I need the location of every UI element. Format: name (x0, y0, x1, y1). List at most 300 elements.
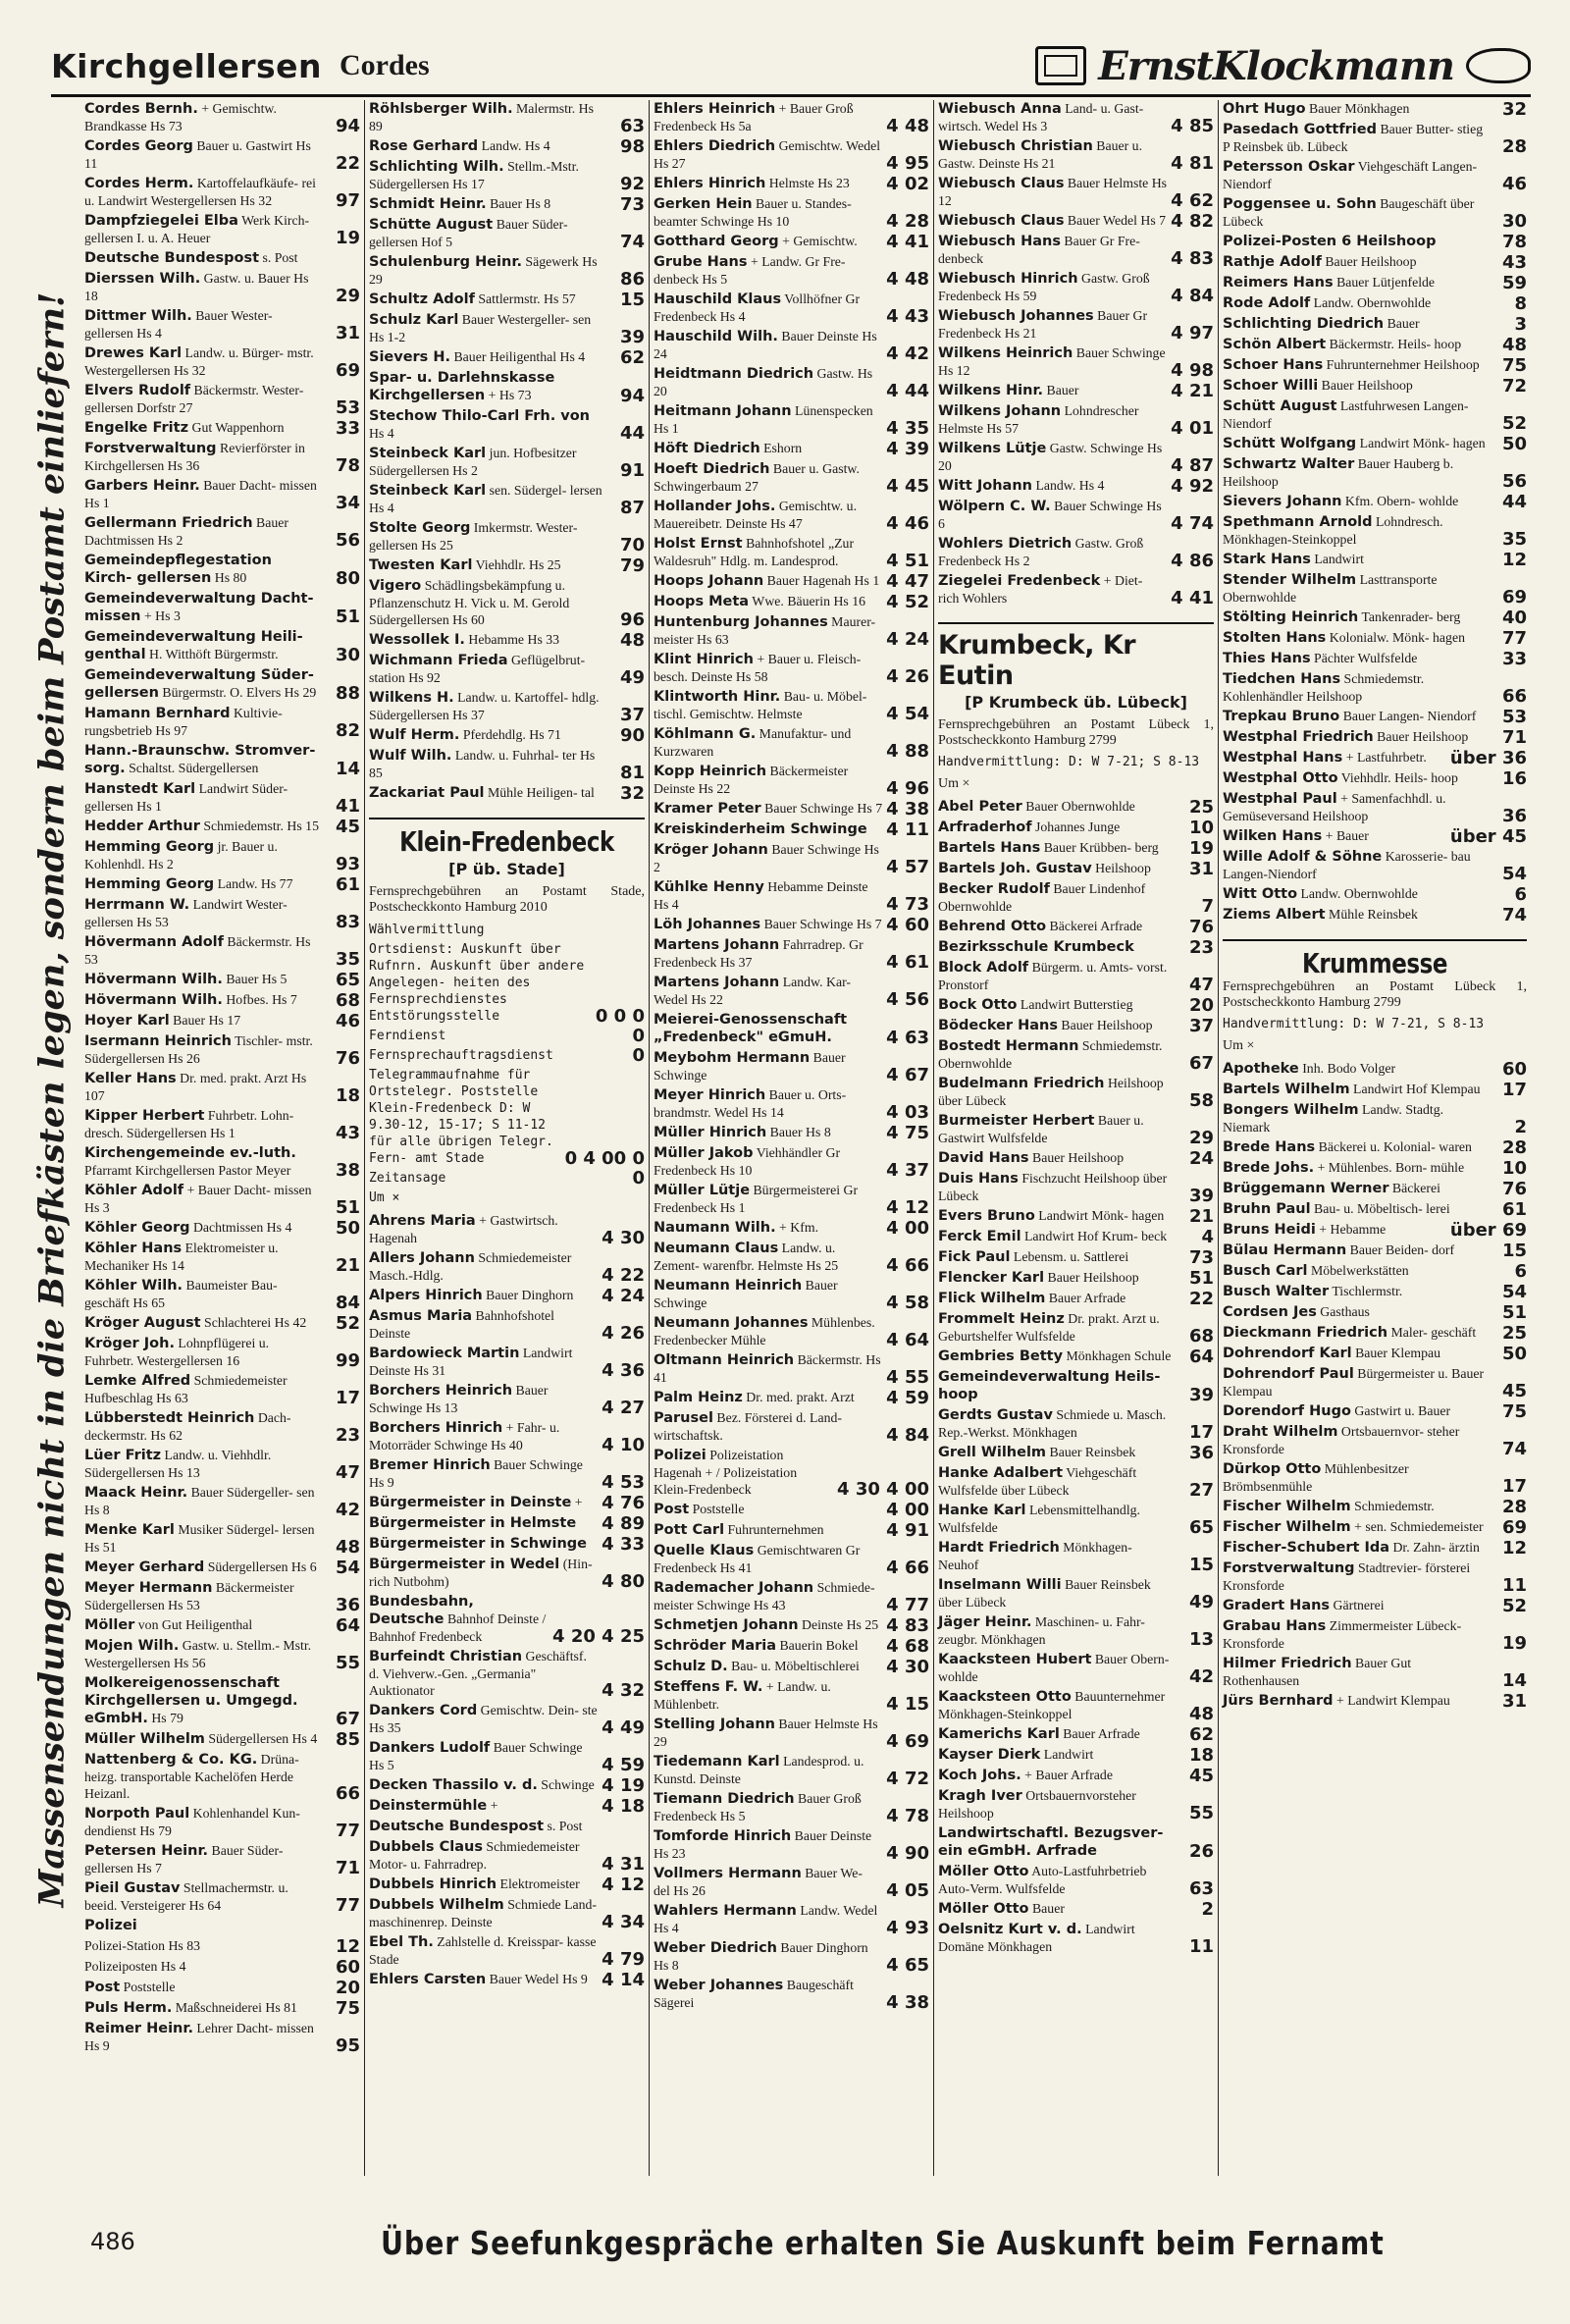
entry-detail: Landwirt Butterstieg (1017, 997, 1133, 1012)
entry-phone: 11 (1188, 1936, 1214, 1957)
entry-text (1223, 1365, 1486, 1400)
directory-entry (938, 1207, 1214, 1225)
entry-name: Bödecker Hans (938, 1018, 1058, 1033)
entry-phone: 76 (335, 1048, 360, 1069)
entry-detail: Heilshoop über Lübeck (938, 1076, 1164, 1108)
entry-text (1223, 1324, 1486, 1342)
entry-text (369, 1875, 598, 1893)
entry-text (369, 253, 603, 288)
entry-phone: 52 (335, 1313, 360, 1334)
entry-name: Kamerichs Karl (938, 1726, 1060, 1742)
directory-entry (1223, 513, 1527, 548)
entry-detail: Bauer Hs 5 (222, 972, 288, 986)
directory-entry (84, 971, 360, 988)
entry-text (84, 552, 319, 587)
entry-detail: Wwe. Bäuerin Hs 16 (749, 594, 866, 608)
entry-detail: Südergellersen Hs 4 (204, 1731, 318, 1746)
section-info: Fernsprechgebühren an Postamt Lübeck 1, Postscheckkonto Hamburg 2799 (938, 717, 1214, 748)
entry-detail: Bauer u. Gastwirt Wulfsfelde (938, 1113, 1144, 1145)
entry-text (654, 1977, 882, 2011)
entry-phone: 3 (1514, 314, 1527, 335)
entry-detail: Lastfuhrwesen Langen-Niendorf (1223, 398, 1469, 431)
entry-phone: 4 01 (1171, 418, 1214, 439)
entry-name: Menke Karl (84, 1522, 175, 1538)
entry-phone: 42 (1188, 1666, 1214, 1687)
entry-name: Tomforde Hinrich (654, 1828, 792, 1844)
entry-name: Hanke Karl (938, 1503, 1026, 1518)
entry-phone: 4 42 (886, 343, 929, 364)
entry-detail: Landw. u. Kartoffel- hdlg. Südergellersen Hs 37 (369, 690, 600, 722)
directory-entry (654, 175, 929, 192)
entry-phone: 87 (619, 498, 645, 518)
entry-phone: 60 (335, 1957, 360, 1978)
entry-phone: 4 18 (602, 1796, 645, 1817)
entry-phone: 19 (1188, 838, 1214, 859)
entry-name: Ahrens Maria (369, 1213, 476, 1229)
entry-name: Gemeindeverwaltung Heils- hoop (938, 1369, 1161, 1402)
entry-text (1223, 253, 1486, 271)
entry-text (1223, 233, 1486, 250)
entry-phone: 4 80 (602, 1571, 645, 1592)
entry-name: Klint Hinrich (654, 652, 754, 667)
entry-phone: 4 48 (886, 116, 929, 136)
sidebar-notice (26, 118, 78, 2081)
entry-name: Löh Johannes (654, 917, 761, 932)
entry-text (1223, 728, 1486, 746)
directory-entry (369, 1933, 645, 1968)
directory-entry (654, 1753, 929, 1787)
entry-text (1223, 1539, 1486, 1557)
entry-text (1223, 195, 1486, 230)
entry-text (938, 1112, 1173, 1146)
entry-detail: Bauer Schwinge Hs 2 (654, 842, 879, 874)
entry-detail: Bauer Schwinge Hs 13 (369, 1383, 549, 1415)
entry-detail: Landw. u. Bürger- mstr. Westergellersen Hs 32 (84, 345, 314, 378)
directory-entry (654, 1447, 929, 1498)
entry-phone: 4 83 (1171, 248, 1214, 269)
directory-entry (938, 137, 1214, 172)
entry-text (938, 1921, 1173, 1955)
directory-entry (369, 577, 645, 628)
entry-phone: 8 (1514, 293, 1527, 314)
entry-phone: 94 (619, 386, 645, 406)
entry-detail: Dr. med. prakt. Arzt (742, 1390, 855, 1404)
entry-detail: Bäckermeister Südergellersen Hs 53 (84, 1580, 294, 1612)
directory-entry (938, 344, 1214, 379)
entry-detail: Bauer Lindenhof Obernwohlde (938, 881, 1146, 914)
entry-name: Ohrt Hugo (1223, 101, 1306, 117)
entry-detail: Landwirt Mönk- hagen (1356, 436, 1486, 450)
entry-name: Neumann Johannes (654, 1315, 809, 1331)
entry-detail: Sägewerk Hs 29 (369, 254, 598, 287)
entry-phone: 4 38 (886, 799, 929, 819)
entry-phone: 49 (1188, 1592, 1214, 1612)
entry-phone: 43 (1501, 252, 1527, 273)
directory-entry (654, 878, 929, 913)
entry-detail: + Gemischtw. (778, 234, 858, 248)
entry-text (654, 1939, 882, 1974)
entry-phone: 96 (619, 609, 645, 630)
entry-name: Schwartz Walter (1223, 456, 1355, 472)
entry-name: Gerken Hein (654, 196, 753, 212)
entry-text (938, 880, 1173, 915)
entry-detail: Landwirt Süder- gellersen Hs 1 (84, 781, 288, 814)
entry-phone: 4 65 (886, 1955, 929, 1976)
entry-phone: 4 15 (886, 1694, 929, 1715)
directory-entry (369, 1875, 645, 1893)
directory-entry (654, 1902, 929, 1936)
entry-detail: Mühle Heiligen- tal (484, 785, 595, 800)
entry-name: Pieil Gustav (84, 1880, 181, 1896)
entry-phone: 4 77 (886, 1595, 929, 1615)
entry-name: Witt Johann (938, 478, 1032, 494)
entry-phone: 50 (1501, 1344, 1527, 1364)
entry-phone: 4 83 (886, 1615, 929, 1636)
entry-phone: 4 82 (1171, 211, 1214, 232)
entry-text (84, 1012, 319, 1030)
entry-text (369, 784, 603, 802)
entry-text (369, 652, 603, 686)
entry-text (938, 1149, 1173, 1167)
entry-phone: 74 (1501, 905, 1527, 925)
directory-entry (369, 631, 645, 649)
entry-phone: 59 (1501, 273, 1527, 293)
entry-phone: 64 (335, 1615, 360, 1636)
entry-phone: 48 (1188, 1704, 1214, 1724)
entry-detail: Fischzucht Heilshoop über Lübeck (938, 1171, 1168, 1203)
entry-name: Lübberstedt Heinrich (84, 1410, 255, 1426)
entry-name: Schmidt Heinr. (369, 196, 487, 212)
entry-detail: Bäckermeister Deinste Hs 22 (654, 764, 849, 796)
entry-text (84, 477, 319, 511)
entry-detail: Bauer u. Orts- brandmstr. Wedel Hs 14 (654, 1087, 847, 1120)
entry-name: Asmus Maria (369, 1308, 473, 1324)
entry-phone: 4 12 (886, 1197, 929, 1218)
sidebar-text: Massensendungen nicht in die Briefkästen legen, sondern beim Postamt einliefern! (31, 291, 73, 1907)
entry-phone: 72 (1501, 376, 1527, 396)
entry-phone: 68 (1188, 1326, 1214, 1347)
entry-name: Dohrendorf Paul (1223, 1366, 1354, 1382)
entry-name: Schoer Hans (1223, 357, 1324, 373)
entry-phone: 15 (1188, 1555, 1214, 1575)
entry-name: Bruhn Paul (1223, 1201, 1311, 1217)
entry-text (654, 1144, 882, 1179)
entry-name: Witt Otto (1223, 886, 1298, 902)
entry-detail: Bauer Heilshoop (1373, 729, 1469, 744)
entry-phone: 79 (619, 555, 645, 576)
entry-text (654, 1542, 882, 1576)
entry-phone: 73 (619, 194, 645, 215)
directory-entry (369, 1797, 645, 1815)
directory-entry (938, 1725, 1214, 1743)
entry-text (654, 402, 882, 437)
directory-entry (654, 572, 929, 590)
entry-detail: + (487, 1798, 498, 1813)
entry-phone: 49 (619, 667, 645, 688)
entry-text (1223, 827, 1446, 845)
entry-detail: Landwirt (1310, 552, 1364, 566)
entry-name: Frommelt Heinz (938, 1311, 1065, 1327)
entry-phone: 17 (335, 1388, 360, 1408)
entry-text (369, 369, 603, 404)
entry-name: Möller Otto (938, 1901, 1029, 1917)
directory-entry (369, 1648, 645, 1699)
entry-name: Westphal Paul (1223, 791, 1337, 807)
entry-detail: Landwirt Hof Krum- beck (1020, 1229, 1168, 1243)
entry-name: Wilkens Heinrich (938, 345, 1073, 361)
directory-entry (84, 212, 360, 246)
entry-text (654, 328, 882, 362)
directory-entry (369, 253, 645, 288)
entry-text (84, 1372, 319, 1406)
entry-name: Wölpern C. W. (938, 499, 1051, 514)
directory-entry (938, 1310, 1214, 1345)
entry-name: Möller Otto (938, 1864, 1029, 1879)
directory-entry (938, 1688, 1214, 1722)
entry-phone: 50 (1501, 434, 1527, 454)
directory-entry (84, 514, 360, 549)
entry-name: Kaacksteen Otto (938, 1689, 1072, 1705)
directory-entry (938, 1824, 1214, 1860)
entry-name: Draht Wilhelm (1223, 1424, 1338, 1440)
entry-phone: 26 (1188, 1841, 1214, 1862)
entry-name: Abel Peter (938, 799, 1022, 815)
entry-text (84, 419, 319, 437)
service-row (369, 1067, 645, 1167)
entry-phone: 36 (1501, 806, 1527, 826)
directory-entry (938, 307, 1214, 342)
directory-entry (938, 1368, 1214, 1403)
entry-phone: 34 (335, 493, 360, 513)
entry-text (938, 307, 1167, 342)
entry-detail: Dr. Zahn- ärztin (1389, 1540, 1480, 1555)
directory-entry (938, 959, 1214, 993)
entry-text (938, 1075, 1173, 1109)
entry-text (84, 1751, 319, 1802)
entry-phone: 55 (335, 1653, 360, 1673)
entry-name: Tiedemann Karl (654, 1754, 780, 1769)
entry-name: Trepkau Bruno (1223, 709, 1340, 724)
entry-phone: 17 (1501, 1080, 1527, 1100)
entry-detail: Bauer Butter- stieg P Reinsbek üb. Lübeck (1223, 122, 1484, 154)
entry-detail: Kolonialw. Mönk- hagen (1326, 630, 1465, 645)
entry-text (1223, 1200, 1486, 1218)
entry-phone: 70 (619, 535, 645, 555)
entry-detail: Maurer- meister Hs 63 (654, 614, 876, 647)
entry-name: Molkereigenossenschaft Kirchgellersen u. Umgegd. eGmbH. (84, 1675, 298, 1726)
entry-detail: Bauer Reinsbek (1046, 1445, 1136, 1459)
entry-phone: 4 57 (886, 857, 929, 877)
column-5 (1219, 100, 1531, 2176)
directory-entry (84, 1730, 360, 1748)
entry-text (84, 212, 319, 246)
entry-name: Rademacher Johann (654, 1580, 814, 1596)
entry-text (369, 158, 603, 192)
directory-entry (938, 839, 1214, 857)
page-footer (0, 2220, 1570, 2279)
entry-name: Kühlke Henny (654, 879, 764, 895)
section-um: Um × (938, 776, 970, 791)
entry-name: Post (84, 1980, 121, 1995)
entry-text (84, 1917, 319, 1934)
directory-entry (1223, 728, 1527, 746)
directory-entry (654, 460, 929, 495)
directory-entry (84, 477, 360, 511)
entry-text (1223, 493, 1486, 510)
entry-text (938, 1170, 1173, 1204)
directory-entry (654, 1011, 929, 1046)
directory-entry (938, 1228, 1214, 1245)
entry-text (938, 1651, 1173, 1685)
entry-phone: 4 14 (602, 1970, 645, 1990)
entry-name: Allers Johann (369, 1250, 475, 1266)
entry-detail: Bau- u. Möbel- tischl. Gemischtw. Helmste (654, 689, 867, 721)
entry-name: Kirchengemeinde ev.-luth. (84, 1145, 296, 1161)
entry-text (84, 818, 319, 835)
entry-name: Post (654, 1502, 690, 1517)
directory-entry (1223, 551, 1527, 568)
entry-name: Engelke Fritz (84, 420, 189, 436)
entry-text (938, 1269, 1173, 1287)
entry-phone: 60 (1501, 1059, 1527, 1080)
entry-detail: Bauer Heilshoop (1318, 378, 1413, 393)
entry-detail: Bauer Reinsbek über Lübeck (938, 1577, 1151, 1610)
entry-phone: 4 12 (602, 1875, 645, 1895)
entry-detail: Hs 79 (147, 1711, 183, 1725)
entry-detail: Lohndresch. Mönkhagen-Steinkoppel (1223, 514, 1443, 547)
entry-phone: 22 (335, 153, 360, 174)
entry-detail: Bauer Dinghorn Hs 8 (654, 1940, 868, 1973)
entry-name: Borchers Hinrich (369, 1420, 503, 1436)
entry-phone: 4 03 (886, 1102, 929, 1123)
directory-entry (1223, 708, 1527, 725)
entry-detail: Bauer Arfrade (1059, 1726, 1140, 1741)
entry-text (938, 1787, 1173, 1822)
entry-phone: 4 55 (886, 1367, 929, 1388)
entry-detail: Bauer Hs 8 (766, 1125, 831, 1139)
entry-name: Gemeindeverwaltung Heili- genthal (84, 629, 303, 662)
directory-entry (654, 1351, 929, 1386)
entry-phone: 4 11 (886, 819, 929, 840)
directory-entry (84, 875, 360, 893)
entry-name: Fischer-Schubert Ida (1223, 1540, 1390, 1556)
entry-name: Naumann Wilh. (654, 1220, 776, 1236)
directory-entry (369, 158, 645, 192)
entry-text (84, 705, 319, 739)
directory-entry (369, 1456, 645, 1491)
entry-phone: 4 39 (886, 439, 929, 459)
directory-entry (654, 233, 929, 250)
entry-phone: 2 (1201, 1899, 1214, 1920)
entry-detail: Schmiedemeister Motor- u. Fahrradrep. (369, 1839, 580, 1872)
entry-detail: Schädlingsbekämpfung u. Pflanzenschutz H. Vick u. M. Gerold Südergellersen Hs 60 (369, 578, 570, 627)
entry-text (654, 1086, 882, 1121)
entry-phone: 7 (1201, 896, 1214, 917)
entry-detail: + sen. Schmiedemeister (1350, 1519, 1484, 1534)
entry-detail: Bez. Försterei d. Land- wirtschaftsk. (654, 1410, 842, 1443)
entry-phone: 4 26 (886, 666, 929, 687)
directory-entry (1223, 274, 1527, 291)
entry-detail: Pferdehdlg. Hs 71 (459, 727, 561, 742)
entry-name: Bartels Hans (938, 840, 1041, 856)
entry-detail: Bauer Klempau (1351, 1346, 1441, 1360)
entry-name: Dankers Cord (369, 1703, 478, 1718)
directory-entry (1223, 1241, 1527, 1259)
entry-detail: Bürgermeister u. Bauer Klempau (1223, 1366, 1485, 1399)
directory-entry (938, 233, 1214, 267)
entry-detail: Baumeister Bau- geschäft Hs 65 (84, 1278, 278, 1310)
directory-entry (84, 1558, 360, 1576)
entry-text (84, 838, 319, 872)
entry-text (1223, 1262, 1486, 1280)
entry-phone: 10 (1188, 818, 1214, 838)
entry-text (84, 1999, 319, 2017)
directory-entry (1223, 1498, 1527, 1515)
directory-entry (654, 800, 929, 818)
directory-entry (84, 933, 360, 968)
section-title: Krumbeck, Kr Eutin (938, 630, 1136, 691)
entry-text (84, 991, 319, 1009)
entry-phone: 37 (619, 705, 645, 725)
entry-text (938, 233, 1167, 267)
entry-detail: jr. Bauer u. Kohlenhdl. Hs 2 (84, 839, 278, 872)
entry-text (1223, 1423, 1486, 1457)
entry-name: Ebel Th. (369, 1934, 434, 1950)
entry-detail: Landw. Obernwohlde (1310, 295, 1432, 310)
entry-detail: Baugeschäft Sägerei (654, 1978, 854, 2010)
entry-phone: 63 (619, 116, 645, 136)
entry-name: Hemming Georg (84, 839, 215, 855)
entry-detail: Gemischtw. Dein- ste Hs 35 (369, 1703, 598, 1735)
entry-detail: Bauer Schwinge Hs 7 (760, 917, 882, 931)
service-text: Telegrammaufnahme für Ortstelegr. Poststelle Klein-Fredenbeck D: W 9.30-12, 15-17; S 11-12 für alle übrigen Telegr. Fern- amt Stade (369, 1068, 553, 1166)
entry-detail: Bau- u. Möbeltischlerei (727, 1659, 860, 1673)
entry-name: Gotthard Georg (654, 234, 779, 249)
entry-text (654, 1011, 882, 1046)
directory-entry (369, 1593, 645, 1645)
directory-entry (654, 498, 929, 532)
entry-text (1223, 670, 1486, 705)
entry-text (1223, 1518, 1486, 1536)
directory-entry (84, 1579, 360, 1613)
entry-name: Bardowieck Martin (369, 1346, 520, 1361)
entry-text (84, 590, 319, 625)
entry-detail: Bauer Deinste Hs 23 (654, 1828, 872, 1861)
entry-name: Polizei (654, 1448, 706, 1463)
entry-name: Schlichting Wilh. (369, 159, 504, 175)
entry-phone: 21 (1188, 1206, 1214, 1227)
directory-entry (1223, 435, 1527, 452)
entry-name: Wulf Wilh. (369, 748, 452, 764)
entry-detail: Pächter Wulfsfelde (1310, 651, 1418, 665)
entry-name: Wilken Hans (1223, 828, 1323, 844)
entry-name: Burmeister Herbert (938, 1113, 1095, 1129)
entry-text (84, 270, 319, 304)
directory-entry (369, 1896, 645, 1930)
directory-entry (1223, 1283, 1527, 1300)
entry-detail: Fahrradrep. Gr Fredenbeck Hs 37 (654, 937, 864, 970)
entry-phone: 42 (335, 1500, 360, 1520)
entry-text (654, 1124, 882, 1141)
entry-text (1223, 121, 1486, 155)
entry-phone: 51 (335, 1197, 360, 1218)
directory-entry (1223, 608, 1527, 626)
entry-text (1223, 1241, 1486, 1259)
entry-name: Weber Diedrich (654, 1940, 777, 1956)
entry-phone: 19 (335, 228, 360, 248)
entry-phone: 69 (335, 360, 360, 381)
directory-entry (1223, 1692, 1527, 1710)
